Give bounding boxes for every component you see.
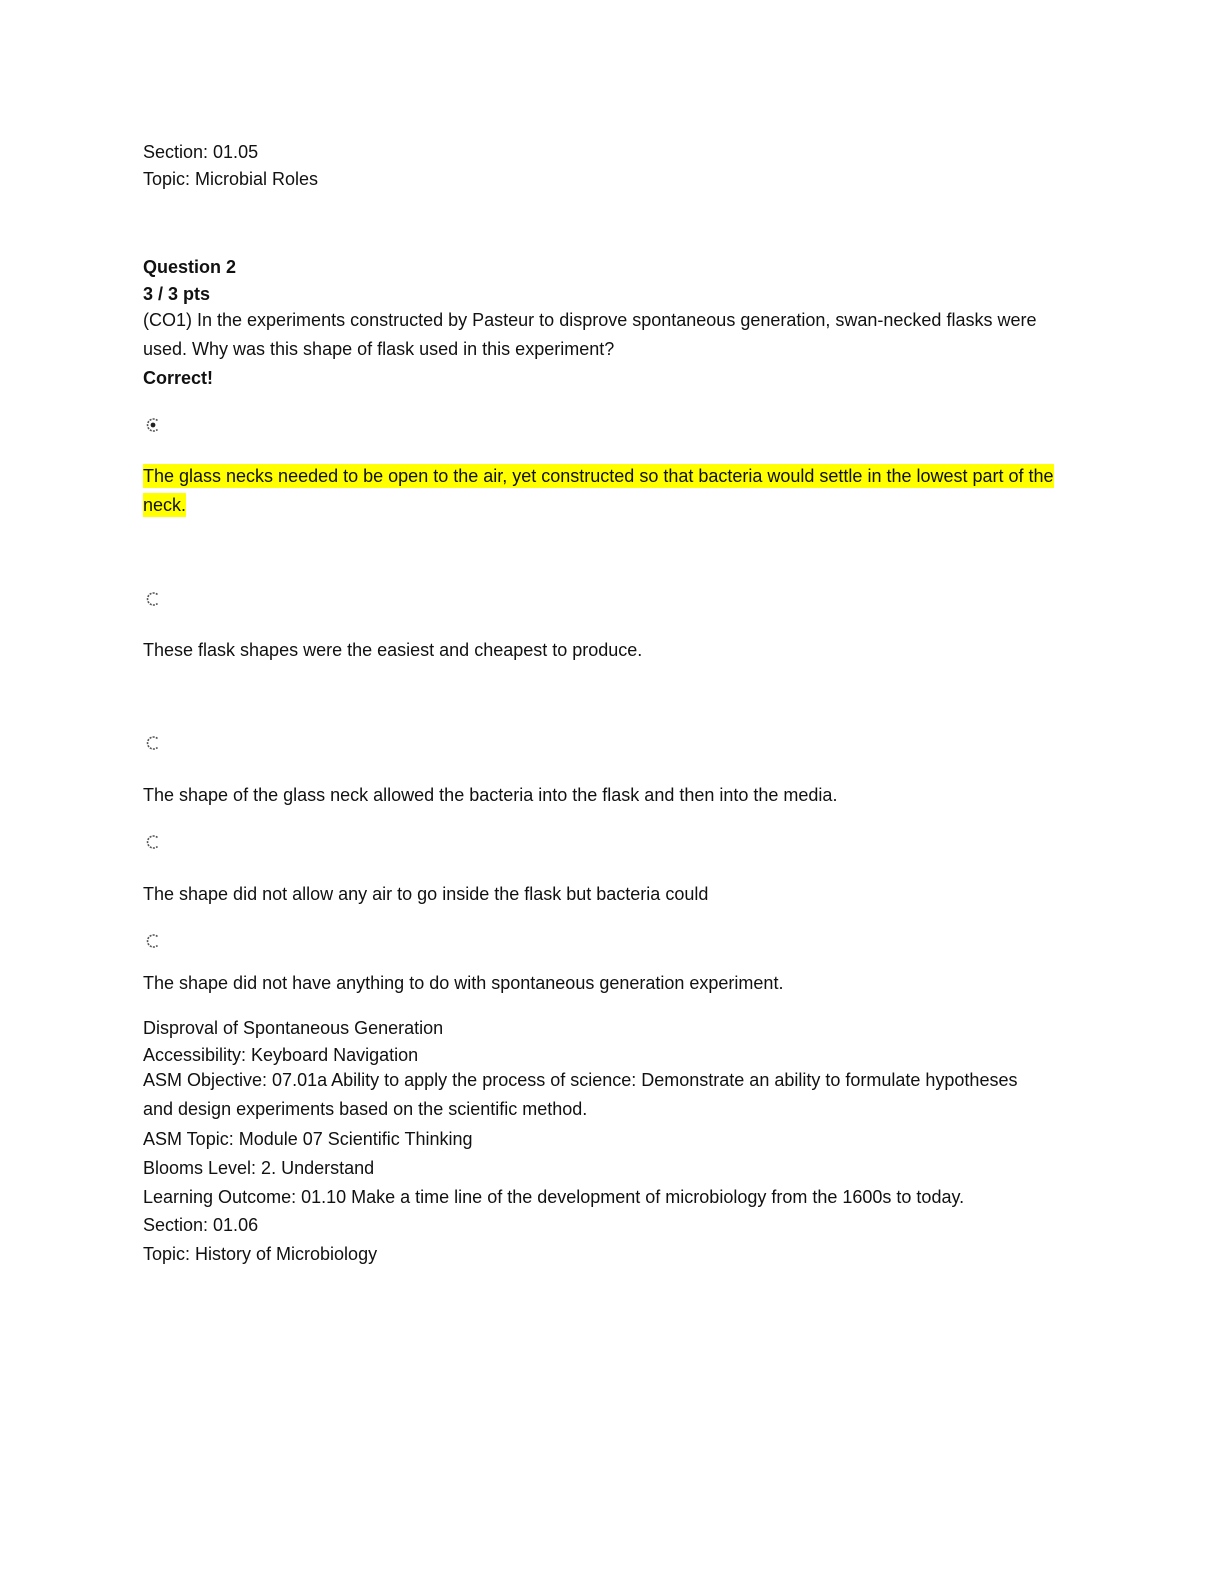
option-2-text[interactable]: These flask shapes were the easiest and cheapest to produce. [143, 640, 643, 660]
metadata-section: Section: 01.06 [143, 1215, 259, 1235]
option-1-text: The glass necks needed to be open to the air, yet constructed so that bacteria would settle in the lowest part of the neck. [143, 466, 1054, 515]
option-3-text[interactable]: The shape of the glass neck allowed the bacteria into the flask and then into the media. [143, 785, 838, 805]
option-1[interactable] [143, 462, 1063, 520]
radio-unselected-icon[interactable] [145, 933, 161, 949]
option-4-text[interactable]: The shape did not allow any air to go inside the flask but bacteria could [143, 884, 709, 904]
question-score: 3 / 3 pts [143, 284, 211, 304]
metadata-learning-outcome: Learning Outcome: 01.10 Make a time line of the development of microbiology from the 1600s to today. [143, 1187, 965, 1207]
metadata-asm-objective: ASM Objective: 07.01a Ability to apply the process of science: Demonstrate an ability to formulate hypotheses and design experiments based on the scientific method. [143, 1070, 1018, 1119]
section-label: Section: 01.05 [143, 142, 259, 162]
correct-status: Correct! [143, 368, 214, 388]
radio-selected-icon[interactable] [145, 417, 161, 433]
option-5-text[interactable]: The shape did not have anything to do with spontaneous generation experiment. [143, 973, 784, 993]
radio-unselected-icon[interactable] [145, 834, 161, 850]
metadata-topic: Topic: History of Microbiology [143, 1244, 378, 1264]
topic-label: Topic: Microbial Roles [143, 169, 319, 189]
metadata-title: Disproval of Spontaneous Generation [143, 1018, 444, 1038]
metadata-asm-topic: ASM Topic: Module 07 Scientific Thinking [143, 1129, 473, 1149]
radio-unselected-icon[interactable] [145, 591, 161, 607]
radio-unselected-icon[interactable] [145, 735, 161, 751]
question-text: (CO1) In the experiments constructed by Pasteur to disprove spontaneous generation, swan-necked flasks were used. Why was this shape of flask used in this experiment? [143, 310, 1037, 359]
metadata-accessibility: Accessibility: Keyboard Navigation [143, 1045, 419, 1065]
question-title: Question 2 [143, 257, 237, 277]
metadata-blooms: Blooms Level: 2. Understand [143, 1158, 375, 1178]
